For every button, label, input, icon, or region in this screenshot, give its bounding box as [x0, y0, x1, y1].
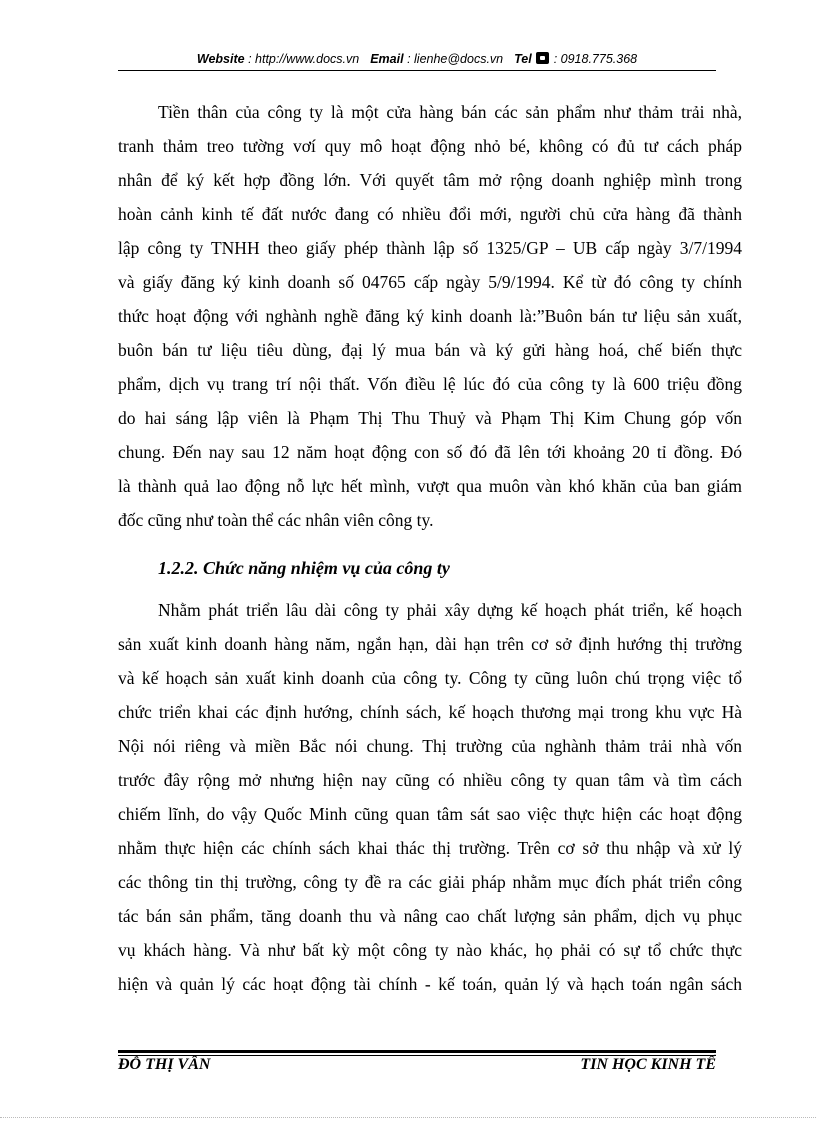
paragraph-line: tác bán sản phẩm, tăng doanh thu và nâng cao chất lượng sản phẩm, dịch vụ phục [118, 906, 742, 926]
paragraph-line: lập công ty TNHH theo giấy phép thành lập số 1325/GP – UB cấp ngày 3/7/1994 [118, 238, 742, 258]
paragraph-line: do hai sáng lập viên là Phạm Thị Thu Thuỷ và Phạm Thị Kim Chung góp vốn [118, 408, 742, 428]
paragraph-line: nhằm thực hiện các chính sách khai thác thị trường. Trên cơ sở thu nhập và xử lý [118, 838, 742, 858]
paragraph-line: sản xuất kinh doanh hàng năm, ngắn hạn, dài hạn trên cơ sở định hướng thị trường [118, 634, 742, 654]
paragraph-line: chức triển khai các định hướng, chính sách, kế hoạch thương mại trong khu vực Hà [118, 702, 742, 722]
paragraph-line: vụ khách hàng. Và như bất kỳ một công ty nào khác, họ phải có sự tổ chức thực [118, 940, 742, 960]
paragraph-line: chiếm lĩnh, do vậy Quốc Minh cũng quan tâm sát sao việc thực hiện các hoạt động [118, 804, 742, 824]
footer-rule [118, 1050, 716, 1053]
paragraph-line: là thành quả lao động nỗ lực hết mình, vượt qua muôn vàn khó khăn của ban giám [118, 476, 742, 496]
paragraph-line: Tiền thân của công ty là một cửa hàng bán các sản phẩm như thảm trải nhà, [158, 102, 742, 122]
tel-number: : 0918.775.368 [553, 52, 638, 66]
phone-icon [536, 52, 549, 64]
page-bottom-divider [0, 1117, 816, 1118]
paragraph-line: buôn bán tư liệu tiêu dùng, đạị lý mua bán và ký gửi hàng hoá, chế biến thực [118, 340, 742, 360]
paragraph-line: đốc cũng như toàn thể các nhân viên công ty. [118, 510, 434, 530]
paragraph-line: Nội nói riêng và miền Bắc nói chung. Thị trường của nghành thảm trải nhà vốn [118, 736, 742, 756]
tel-label: Tel [514, 52, 532, 66]
paragraph-line: nhân để ký kết hợp đồng lớn. Với quyết tâm mở rộng doanh nghiệp mình trong [118, 170, 742, 190]
email-label: Email [370, 52, 404, 66]
section-heading: 1.2.2. Chức năng nhiệm vụ của công ty [158, 558, 450, 578]
paragraph-line: hiện và quản lý các hoạt động tài chính - kế toán, quản lý và hạch toán ngân sách [118, 974, 742, 994]
website-link[interactable]: : http://www.docs.vn [248, 52, 360, 66]
footer-course: TIN HỌC KINH TẾ [580, 1056, 716, 1073]
paragraph-line: chung. Đến nay sau 12 năm hoạt động con số đó đã lên tới khoảng 20 tỉ đồng. Đó [118, 442, 742, 462]
footer-author: ĐỖ THỊ VÂN [118, 1056, 211, 1073]
paragraph-line: thức hoạt động với nghành nghề đăng ký kinh doanh là:”Buôn bán tư liệu sản xuất, [118, 306, 742, 326]
website-label: Website [196, 52, 245, 66]
paragraph-line: tranh thảm treo tường vơí quy mô hoạt động nhỏ bé, không có đủ tư cách pháp [118, 136, 742, 156]
email-link[interactable]: : lienhe@docs.vn [407, 52, 504, 66]
paragraph-line: hoàn cảnh kinh tế đất nước đang có nhiều đổi mới, người chủ cửa hàng đã thành [118, 204, 742, 224]
paragraph-line: phẩm, dịch vụ trang trí nội thất. Vốn điều lệ lúc đó của công ty là 600 triệu đồng [118, 374, 742, 394]
page-header [118, 52, 716, 71]
paragraph-line: Nhằm phát triển lâu dài công ty phải xây dựng kế hoạch phát triển, kế hoạch [158, 600, 742, 620]
paragraph-line: và giấy đăng ký kinh doanh số 04765 cấp ngày 5/9/1994. Kể từ đó công ty chính [118, 272, 742, 292]
paragraph-line: và kế hoạch sản xuất kinh doanh của công ty. Công ty cũng luôn chú trọng việc tổ [118, 668, 742, 688]
paragraph-line: trước đây rộng mở nhưng hiện nay cũng có nhiều công ty quan tâm và tìm cách [118, 770, 742, 790]
paragraph-line: các thông tin thị trường, công ty đề ra các giải pháp nhằm mục đích phát triển công [118, 872, 742, 892]
